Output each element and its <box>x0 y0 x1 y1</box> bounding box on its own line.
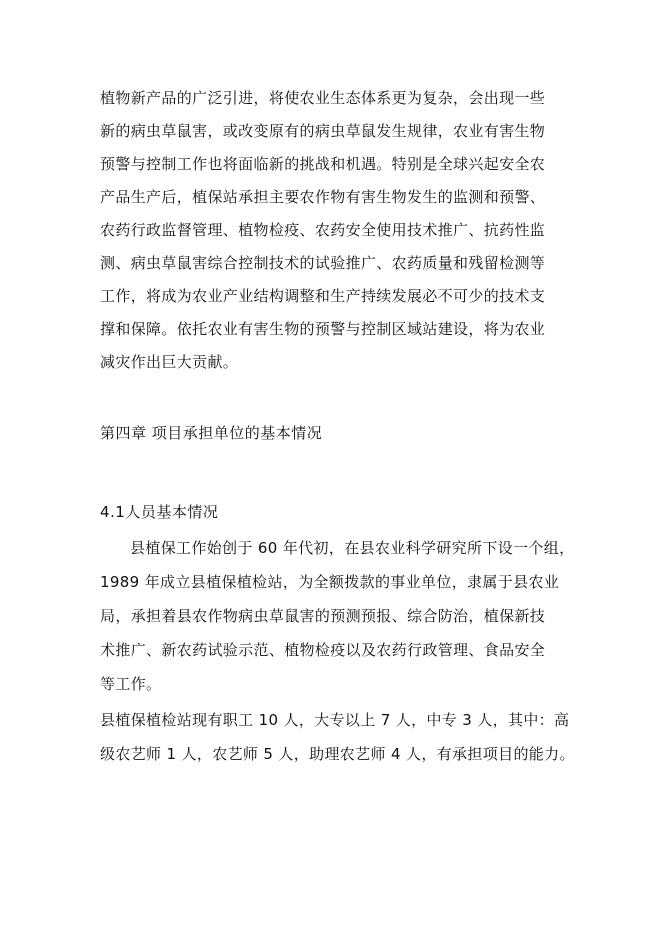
paragraph-line: 产品生产后，植保站承担主要农作物有害生物发生的监测和预警、 <box>100 188 546 206</box>
paragraph-line: 等工作。 <box>100 675 162 693</box>
paragraph-line: 级农艺师 1 人，农艺师 5 人，助理农艺师 4 人，有承担项目的能力。 <box>100 745 575 763</box>
paragraph-line: 植物新产品的广泛引进，将使农业生态体系更为复杂，会出现一些 <box>100 89 546 107</box>
paragraph-line: 县植保植检站现有职工 10 人，大专以上 7 人，中专 3 人，其中：高 <box>100 711 570 729</box>
paragraph-line: 减灾作出巨大贡献。 <box>100 353 239 371</box>
paragraph-line: 工作，将成为农业产业结构调整和生产持续发展必不可少的技术支 <box>100 287 546 305</box>
section-heading: 4.1人员基本情况 <box>100 503 219 521</box>
paragraph-line: 局，承担着县农作物病虫草鼠害的预测预报、综合防治，植保新技 <box>100 607 546 625</box>
paragraph-line: 新的病虫草鼠害，或改变原有的病虫草鼠发生规律，农业有害生物 <box>100 122 546 140</box>
paragraph-line: 农药行政监督管理、植物检疫、农药安全使用技术推广、抗药性监 <box>100 221 546 239</box>
paragraph-line: 撑和保障。依托农业有害生物的预警与控制区域站建设，将为农业 <box>100 320 546 338</box>
paragraph-line: 1989 年成立县植保植检站，为全额拨款的事业单位，隶属于县农业 <box>100 573 560 591</box>
paragraph-line: 预警与控制工作也将面临新的挑战和机遇。特别是全球兴起安全农 <box>100 155 546 173</box>
paragraph-line: 测、病虫草鼠害综合控制技术的试验推广、农药质量和残留检测等 <box>100 254 546 272</box>
chapter-heading: 第四章 项目承担单位的基本情况 <box>100 424 323 442</box>
paragraph-line: 术推广、新农药试验示范、植物检疫以及农药行政管理、食品安全 <box>100 641 546 659</box>
paragraph-line: 县植保工作始创于 60 年代初，在县农业科学研究所下设一个组， <box>130 539 575 557</box>
